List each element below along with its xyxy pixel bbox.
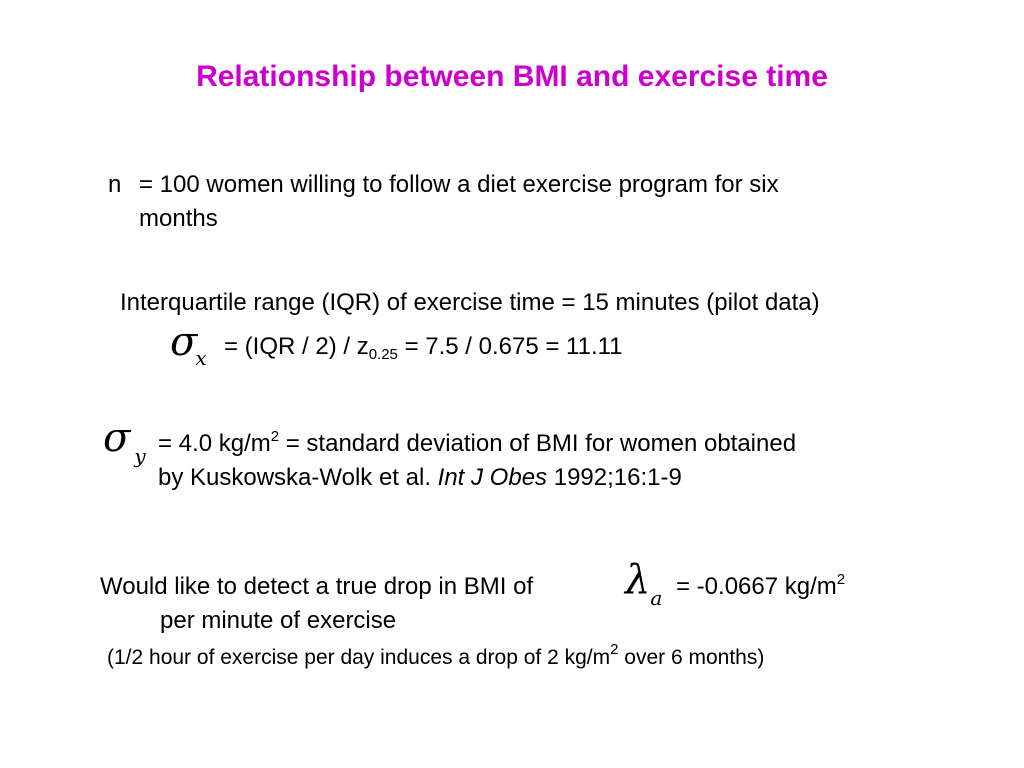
sigma-y-post: = standard deviation of BMI for women obtained bbox=[279, 430, 797, 457]
n-description-line1: = 100 women willing to follow a diet exercise program for six bbox=[139, 171, 779, 198]
lambda-sup: 2 bbox=[836, 571, 846, 588]
lambda-value: = -0.0667 kg/m bbox=[676, 573, 837, 600]
sigma-x-symbol bbox=[170, 319, 209, 370]
citation-journal: Int J Obes bbox=[437, 464, 548, 491]
lambda-a-symbol bbox=[625, 557, 663, 610]
n-label: n bbox=[108, 171, 122, 198]
citation-ref: 1992;16:1-9 bbox=[547, 464, 682, 491]
sigma-x-pre: = (IQR / 2) / z bbox=[224, 333, 369, 360]
sigma-symbol: σ bbox=[170, 319, 198, 365]
slide-title: Relationship between BMI and exercise time bbox=[196, 60, 828, 93]
z-subscript: 0.25 bbox=[368, 346, 398, 363]
sigma-y-sup: 2 bbox=[270, 428, 280, 445]
sigma-y-symbol bbox=[103, 415, 146, 468]
lambda-symbol: λ bbox=[625, 557, 651, 603]
lambda-subscript: a bbox=[650, 586, 663, 610]
sigma-x-subscript: x bbox=[195, 346, 207, 370]
iqr-statement: Interquartile range (IQR) of exercise time = 15 minutes (pilot data) bbox=[120, 289, 820, 316]
lambda-post bbox=[676, 570, 845, 604]
lambda-line2: per minute of exercise bbox=[160, 607, 397, 634]
citation-authors: by Kuskowska-Wolk et al. bbox=[158, 464, 438, 491]
note-pre: (1/2 hour of exercise per day induces a drop of 2 kg/m bbox=[107, 646, 611, 669]
sigma-symbol: σ bbox=[103, 415, 131, 461]
sigma-x-post: = 7.5 / 0.675 = 11.11 bbox=[397, 333, 623, 360]
note-sup: 2 bbox=[610, 641, 619, 658]
sigma-y-line1 bbox=[158, 427, 796, 461]
n-description-line2: months bbox=[139, 205, 218, 232]
note-line bbox=[107, 641, 764, 675]
sigma-x-equation bbox=[224, 330, 623, 364]
sigma-y-line2 bbox=[158, 461, 682, 495]
lambda-pre: Would like to detect a true drop in BMI of bbox=[100, 573, 534, 600]
sigma-y-subscript: y bbox=[134, 444, 146, 468]
note-post: over 6 months) bbox=[618, 646, 765, 669]
sigma-y-pre: = 4.0 kg/m bbox=[158, 430, 271, 457]
